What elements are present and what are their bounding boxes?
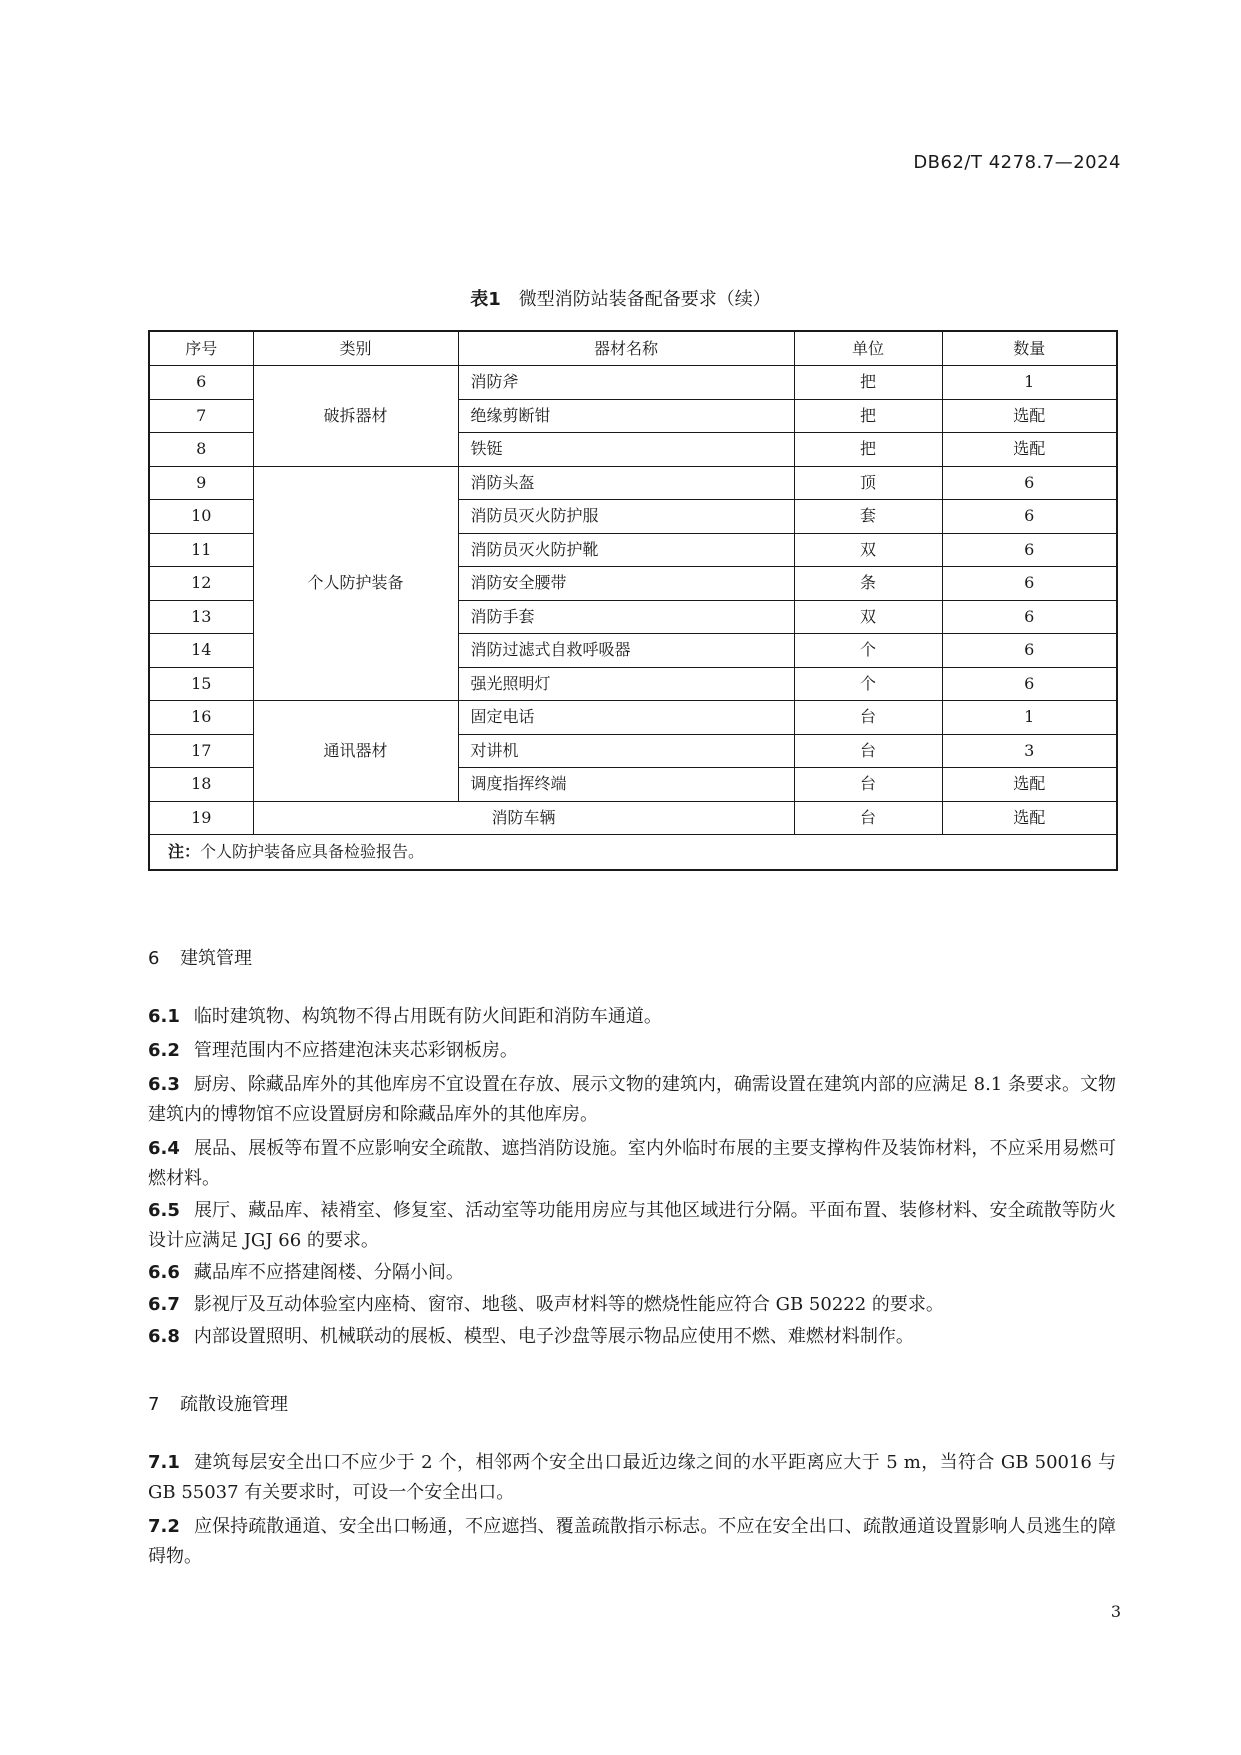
cell-no: 6 — [149, 366, 253, 400]
cell-name: 绝缘剪断钳 — [458, 399, 794, 433]
clause — [148, 1070, 1116, 1130]
cell-name: 固定电话 — [458, 701, 794, 735]
table-caption-title: 微型消防站装备配备要求（续） — [518, 289, 771, 310]
clause-text: 厨房、除藏品库外的其他库房不宜设置在存放、展示文物的建筑内，确需设置在建筑内部的应满足 8.1 条要求。文物建筑内的博物馆不应设置厨房和除藏品库外的其他库房。 — [148, 1074, 1116, 1125]
clause — [148, 1036, 1116, 1066]
clause — [148, 1258, 1116, 1288]
clause-number: 6.1 — [148, 1006, 180, 1027]
cell-name: 消防员灭火防护服 — [458, 500, 794, 534]
note-label: 注： — [168, 842, 201, 861]
cell-unit: 把 — [794, 366, 942, 400]
cell-no: 15 — [149, 667, 253, 701]
cell-qty: 3 — [942, 734, 1117, 768]
clause-number: 6.8 — [148, 1326, 180, 1347]
clause-number: 7.1 — [148, 1452, 180, 1473]
document-code: DB62/T 4278.7—2024 — [913, 152, 1121, 173]
table-row — [149, 701, 1117, 735]
cell-no: 10 — [149, 500, 253, 534]
clause-number: 7.2 — [148, 1516, 180, 1537]
cell-no: 17 — [149, 734, 253, 768]
clause — [148, 1134, 1116, 1194]
cell-unit: 把 — [794, 399, 942, 433]
table-row — [149, 801, 1117, 835]
clause — [148, 1196, 1116, 1256]
clause-number: 6.5 — [148, 1200, 180, 1221]
cell-qty: 选配 — [942, 433, 1117, 467]
cell-qty: 选配 — [942, 768, 1117, 802]
cell-no: 12 — [149, 567, 253, 601]
page-number: 3 — [1110, 1602, 1121, 1621]
header-category: 类别 — [253, 331, 458, 366]
cell-name: 对讲机 — [458, 734, 794, 768]
equipment-table — [148, 330, 1118, 871]
cell-name: 消防手套 — [458, 600, 794, 634]
table-caption-number: 表1 — [470, 289, 501, 310]
clause-text: 建筑每层安全出口不应少于 2 个，相邻两个安全出口最近边缘之间的水平距离应大于 5 m，当符合 GB 50016 与 GB 55037 有关要求时，可设一个安全出口。 — [148, 1452, 1116, 1503]
cell-name: 消防过滤式自救呼吸器 — [458, 634, 794, 668]
cell-no: 14 — [149, 634, 253, 668]
cell-qty: 1 — [942, 701, 1117, 735]
header-name: 器材名称 — [458, 331, 794, 366]
cell-unit: 个 — [794, 667, 942, 701]
cell-qty: 6 — [942, 466, 1117, 500]
cell-unit: 台 — [794, 768, 942, 802]
cell-unit: 条 — [794, 567, 942, 601]
cell-no: 18 — [149, 768, 253, 802]
clause-text: 管理范围内不应搭建泡沫夹芯彩钢板房。 — [193, 1040, 518, 1061]
cell-qty: 1 — [942, 366, 1117, 400]
header-unit: 单位 — [794, 331, 942, 366]
cell-name: 铁铤 — [458, 433, 794, 467]
cell-category: 破拆器材 — [253, 366, 458, 467]
clause — [148, 1448, 1116, 1508]
cell-unit: 双 — [794, 600, 942, 634]
cell-no: 8 — [149, 433, 253, 467]
clause-text: 影视厅及互动体验室内座椅、窗帘、地毯、吸声材料等的燃烧性能应符合 GB 50222 的要求。 — [193, 1294, 944, 1315]
table-caption — [0, 285, 1241, 311]
cell-no: 9 — [149, 466, 253, 500]
clause — [148, 1002, 1116, 1032]
cell-name: 消防斧 — [458, 366, 794, 400]
cell-qty: 6 — [942, 667, 1117, 701]
cell-qty: 6 — [942, 500, 1117, 534]
cell-unit: 个 — [794, 634, 942, 668]
cell-category: 个人防护装备 — [253, 466, 458, 701]
clause-text: 应保持疏散通道、安全出口畅通，不应遮挡、覆盖疏散指示标志。不应在安全出口、疏散通道设置影响人员逃生的障碍物。 — [148, 1516, 1116, 1567]
clause — [148, 1290, 1116, 1320]
cell-no: 13 — [149, 600, 253, 634]
clause-number: 6.7 — [148, 1294, 180, 1315]
note-text: 个人防护装备应具备检验报告。 — [200, 842, 425, 861]
cell-name: 调度指挥终端 — [458, 768, 794, 802]
clause-text: 藏品库不应搭建阁楼、分隔小间。 — [193, 1262, 464, 1283]
clause-number: 6.6 — [148, 1262, 180, 1283]
section-title: 建筑管理 — [180, 948, 252, 969]
clause-text: 临时建筑物、构筑物不得占用既有防火间距和消防车通道。 — [193, 1006, 662, 1027]
header-qty: 数量 — [942, 331, 1117, 366]
table-row — [149, 366, 1117, 400]
cell-qty: 6 — [942, 634, 1117, 668]
cell-category: 通讯器材 — [253, 701, 458, 802]
cell-name: 消防员灭火防护靴 — [458, 533, 794, 567]
cell-qty: 6 — [942, 567, 1117, 601]
section-heading — [148, 944, 252, 970]
table-note — [149, 835, 1117, 871]
cell-unit: 把 — [794, 433, 942, 467]
clause-text: 内部设置照明、机械联动的展板、模型、电子沙盘等展示物品应使用不燃、难燃材料制作。 — [193, 1326, 914, 1347]
cell-qty: 6 — [942, 533, 1117, 567]
clause — [148, 1512, 1116, 1572]
cell-name: 消防头盔 — [458, 466, 794, 500]
section-number: 7 — [148, 1394, 160, 1415]
clause-number: 6.3 — [148, 1074, 180, 1095]
table-row — [149, 466, 1117, 500]
cell-name: 强光照明灯 — [458, 667, 794, 701]
cell-name-spanning: 消防车辆 — [253, 801, 794, 835]
clause-number: 6.2 — [148, 1040, 180, 1061]
cell-name: 消防安全腰带 — [458, 567, 794, 601]
section-heading — [148, 1390, 288, 1416]
cell-qty: 6 — [942, 600, 1117, 634]
clause-text: 展厅、藏品库、裱褙室、修复室、活动室等功能用房应与其他区域进行分隔。平面布置、装修材料、安全疏散等防火设计应满足 JGJ 66 的要求。 — [148, 1200, 1116, 1251]
header-no: 序号 — [149, 331, 253, 366]
table-header-row — [149, 331, 1117, 366]
cell-unit: 双 — [794, 533, 942, 567]
cell-unit: 顶 — [794, 466, 942, 500]
clause — [148, 1322, 1116, 1352]
cell-no: 19 — [149, 801, 253, 835]
clause-text: 展品、展板等布置不应影响安全疏散、遮挡消防设施。室内外临时布展的主要支撑构件及装饰材料，不应采用易燃可燃材料。 — [148, 1138, 1116, 1189]
cell-unit: 台 — [794, 701, 942, 735]
section-title: 疏散设施管理 — [180, 1394, 288, 1415]
cell-unit: 套 — [794, 500, 942, 534]
section-number: 6 — [148, 948, 160, 969]
cell-no: 16 — [149, 701, 253, 735]
cell-unit: 台 — [794, 734, 942, 768]
cell-qty: 选配 — [942, 399, 1117, 433]
cell-unit: 台 — [794, 801, 942, 835]
table-note-row — [149, 835, 1117, 871]
cell-no: 11 — [149, 533, 253, 567]
clause-number: 6.4 — [148, 1138, 180, 1159]
cell-qty: 选配 — [942, 801, 1117, 835]
cell-no: 7 — [149, 399, 253, 433]
